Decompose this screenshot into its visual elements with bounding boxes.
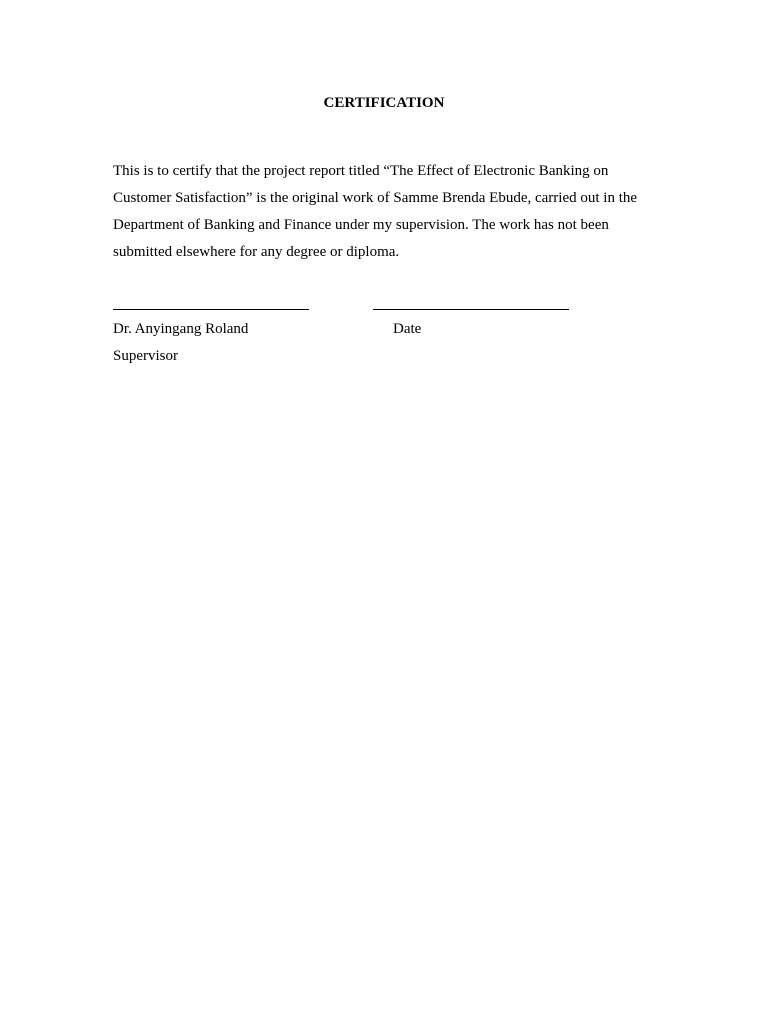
paragraph-line: This is to certify that the project report titled “The Effect of Electronic Banking on [113,163,609,179]
date-signature-line [373,309,569,310]
supervisor-signature-line [113,309,309,310]
paragraph-line: Customer Satisfaction” is the original work of Samme Brenda Ebude, carried out in the [113,190,638,206]
certification-paragraph [113,158,658,266]
date-label: Date [393,321,422,337]
paragraph-line: Department of Banking and Finance under my supervision. The work has not been [113,217,609,233]
paragraph-line: submitted elsewhere for any degree or diploma. [113,244,400,260]
supervisor-role: Supervisor [113,348,178,364]
page-title: CERTIFICATION [323,95,445,111]
supervisor-name: Dr. Anyingang Roland [113,321,249,337]
